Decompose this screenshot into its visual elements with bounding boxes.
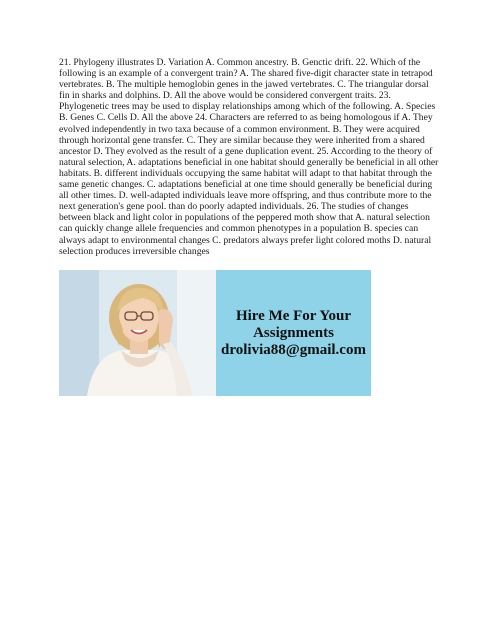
- ad-headline-line1: Hire Me For Your: [235, 307, 352, 324]
- ad-text-panel: [216, 270, 371, 396]
- ad-email-link[interactable]: drolivia88@gmail.com: [221, 341, 366, 358]
- advertisement-banner[interactable]: [59, 270, 371, 396]
- document-body-text: 21. Phylogeny illustrates D. Variation A. Common ancestry. B. Genctic drift. 22. Which of the following is an example of a convergent train? A. The shared five-digit character state in tetrapod vertebrates. B. The multiple hemoglobin genes in the jawed vertebrates. C. The triangular dorsal fin in sharks and dolphins. D. All the above would be considered convergent traits. 23. Phylogenetic trees may be used to display relationships among which of the following. A. Species B. Genes C. Cells D. All the above 24. Characters are referred to as being homologous if A. They evolved independently in two taxa because of a common environment. B. They were acquired through horizontal gene transfer. C. They are similar because they were inherited from a shared ancestor D. They evolved as the result of a gene duplication event. 25. According to the theory of natural selection, A. adaptations beneficial in one habitat should generally be beneficial in all other habitats. B. different individuals occupying the same habitat will adapt to that habitat through the same genetic changes. C. adaptations beneficial at one time should generally be beneficial during all other times. D. well-adapted individuals leave more offspring, and thus contribute more to the next generation's gene pool. than do poorly adapted individuals. 26. The studies of changes between black and light color in populations of the peppered moth show that A. natural selection can quickly change allele frequencies and common phenotypes in a population B. species can always adapt to environmental changes C. predators always prefer light colored moths D. natural selection produces irreversible changes: [59, 57, 439, 257]
- woman-illustration: [59, 270, 216, 396]
- woman-photo: [59, 270, 216, 396]
- ad-headline-line2: Assignments: [253, 324, 334, 341]
